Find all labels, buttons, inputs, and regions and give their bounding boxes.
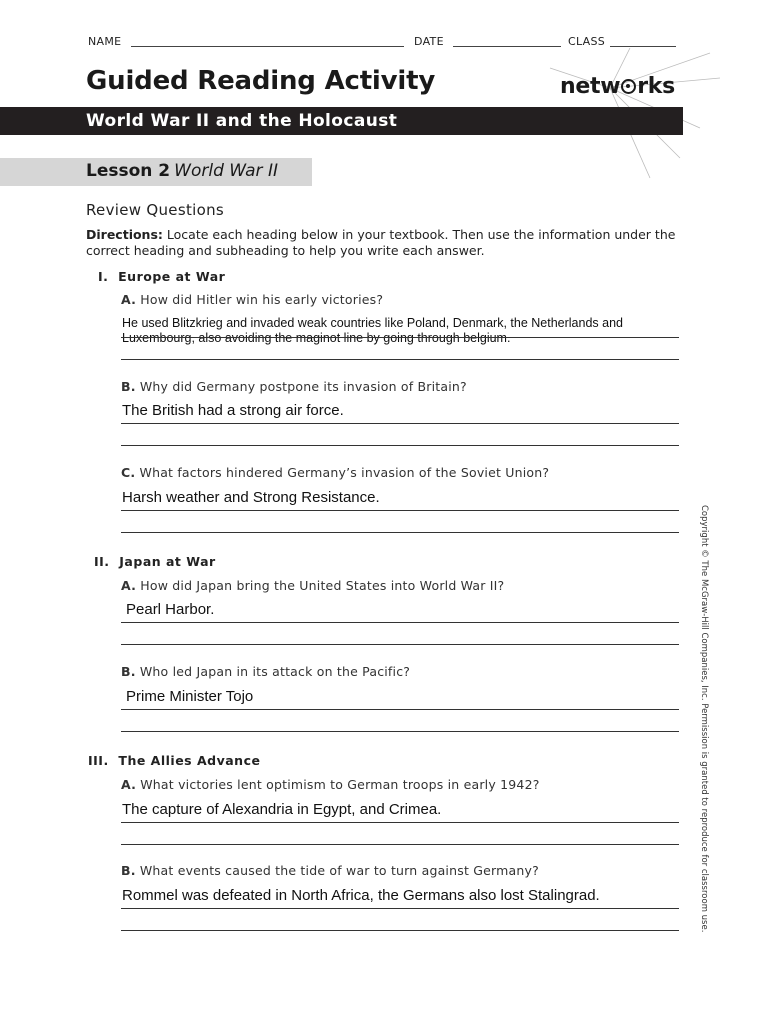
answer-line [121,622,679,623]
subtitle: World War II and the Holocaust [86,111,398,131]
question: C. What factors hindered Germany’s invasion of the Soviet Union? [121,465,550,480]
section-heading: III. The Allies Advance [88,753,261,768]
answer-line [121,822,679,823]
answer[interactable]: Prime Minister Tojo [126,688,254,705]
answer[interactable]: He used Blitzkrieg and invaded weak countries like Poland, Denmark, the Netherlands and Luxembourg, also avoiding the maginot line by going through belgium. [122,316,623,345]
answer[interactable]: Harsh weather and Strong Resistance. [122,489,380,506]
name-label: NAME [88,35,122,48]
networks-logo: netw rks [560,74,675,99]
review-heading: Review Questions [86,201,224,219]
directions: Directions: Locate each heading below in your textbook. Then use the information under the correct heading and subheading to help you write each answer. [86,227,676,258]
date-field[interactable] [453,46,561,47]
question: B. What events caused the tide of war to turn against Germany? [121,863,539,878]
logo-circle-icon [621,79,636,94]
answer-line [121,337,679,338]
class-label: CLASS [568,35,606,48]
question: B. Why did Germany postpone its invasion of Britain? [121,379,467,394]
question: A. How did Hitler win his early victories? [121,292,384,307]
answer-line [121,844,679,845]
answer-line [121,532,679,533]
answer-line [121,930,679,931]
page-title: Guided Reading Activity [86,66,436,96]
answer-line [121,709,679,710]
question: A. What victories lent optimism to German troops in early 1942? [121,777,540,792]
question: B. Who led Japan in its attack on the Pacific? [121,664,411,679]
answer[interactable]: The British had a strong air force. [122,402,344,419]
answer-line [121,731,679,732]
answer-line [121,445,679,446]
answer-line [121,644,679,645]
copyright-notice: Copyright © The McGraw-Hill Companies, Inc. Permission is granted to reproduce for classroom use. [699,505,709,933]
answer[interactable]: Pearl Harbor. [126,601,215,618]
answer[interactable]: Rommel was defeated in North Africa, the Germans also lost Stalingrad. [122,887,600,904]
answer-line [121,423,679,424]
date-label: DATE [414,35,444,48]
section-heading: II. Japan at War [94,554,216,569]
name-field[interactable] [131,46,404,47]
answer-line [121,908,679,909]
class-field[interactable] [610,46,676,47]
answer[interactable]: The capture of Alexandria in Egypt, and Crimea. [122,801,442,818]
lesson-title: Lesson 2 World War II [86,161,278,181]
question: A. How did Japan bring the United States into World War II? [121,578,505,593]
answer-line [121,359,679,360]
answer-line [121,510,679,511]
section-heading: I. Europe at War [98,269,226,284]
